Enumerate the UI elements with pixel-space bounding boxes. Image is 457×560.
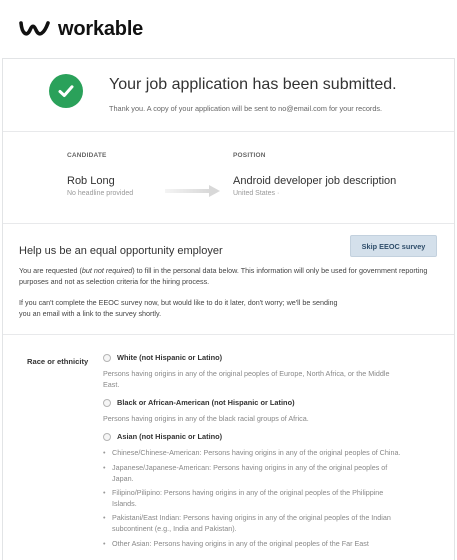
radio-icon[interactable] [103,433,111,441]
header [0,0,457,58]
confirmation-section [3,59,454,131]
skip-eeoc-button[interactable]: Skip EEOC survey [350,235,437,257]
race-label: Race or ethnicity [27,357,89,366]
application-card [2,58,455,560]
eeoc-later-text: If you can't complete the EEOC survey now, but would like to do it later, don't worry; we'll be sending you an email with a link to the survey shortly. [19,297,338,319]
application-summary [3,132,454,223]
confirmation-title: Your job application has been submitted. [109,76,397,93]
list-item: • Chinese/Chinese-American: Persons having origins in any of the original peoples of China. [103,447,403,458]
position-column [233,152,396,197]
list-item: • Filipino/Pilipino: Persons having origins in any of the original peoples of the Philippine Islands. [103,487,403,509]
confirmation-subtitle: Thank you. A copy of your application will be sent to no@email.com for your records. [109,104,383,113]
list-item: • Other Asian: Persons having origins in any of the original peoples of the Far East [103,538,403,549]
option-description: Persons having origins in any of the original peoples of Europe, North Africa, or the Middle East. [103,369,390,390]
check-circle-icon [49,74,83,108]
workable-logo-icon [18,18,52,40]
option-label[interactable]: White (not Hispanic or Latino) [117,353,223,362]
candidate-name: Rob Long [67,175,115,187]
eeoc-title: Help us be an equal opportunity employer [19,245,223,257]
race-option-white [103,353,448,390]
option-description: Persons having origins in any of the black racial groups of Africa. [103,414,309,424]
list-item: • Japanese/Japanese-American: Persons having origins in any of the original peoples of Japan. [103,462,403,484]
race-option-black [103,398,448,424]
option-label[interactable]: Asian (not Hispanic or Latino) [117,432,223,442]
candidate-headline: No headline provided [67,190,134,197]
list-item: • Pakistani/East Indian: Persons having origins in any of the original peoples of the Indian subcontinent (e.g., India and Pakistan). [103,512,403,534]
position-location: United States · [233,190,280,197]
option-label[interactable]: Black or African-American (not Hispanic or Latino) [117,398,295,408]
candidate-heading: CANDIDATE [67,152,107,159]
position-title: Android developer job description [233,175,397,187]
eeoc-intro: You are requested (but not required) to fill in the personal data below. This information will only be used for government reporting purposes and not as selection criteria for the hiring process. [19,266,428,286]
brand-name: workable [58,17,144,40]
asian-subgroup-list [103,447,403,548]
workable-logo[interactable] [18,18,143,41]
race-section [3,335,454,549]
arrow-right-icon [165,185,221,197]
radio-icon[interactable] [103,399,111,407]
candidate-column [67,152,133,197]
position-heading: POSITION [233,152,266,159]
race-option-asian [103,432,448,548]
radio-icon[interactable] [103,354,111,362]
